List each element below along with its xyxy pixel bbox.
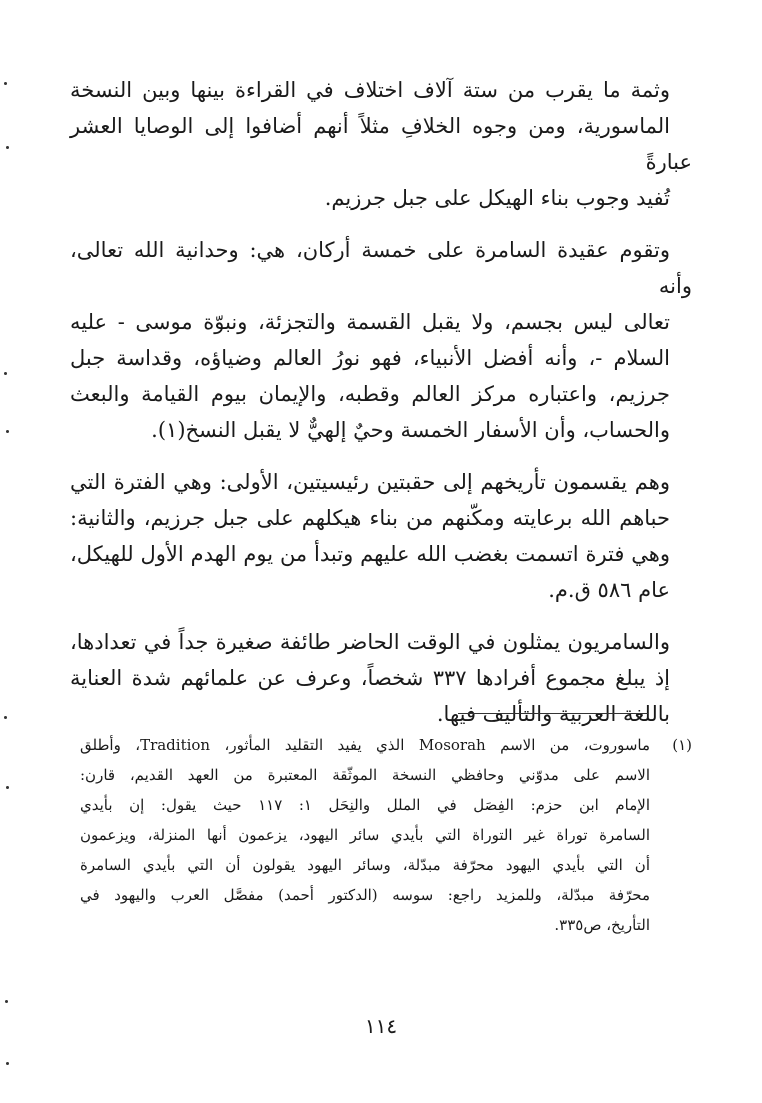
- page-number: ١١٤: [364, 1014, 398, 1038]
- text-line: تعالى ليس بجسم، ولا يقبل القسمة والتجزئة، ونبوّة موسى - عليه: [70, 310, 670, 334]
- footnote-line: [80, 730, 692, 760]
- scan-mark: [6, 430, 9, 433]
- footnote-line: الاسم على مدوّني وحافظي النسخة الموثّقة المعتبرة من العهد القديم، قارن:: [80, 766, 650, 784]
- footnote-line: السامرة توراة غير التوراة التي بأيدي سائر اليهود، يزعمون أنها المنزلة، ويزعمون: [80, 826, 650, 844]
- text-line: وهم يقسمون تأريخهم إلى حقبتين رئيسيتين، الأولى: وهي الفترة التي: [70, 470, 670, 494]
- footnote-line: أن التي بأيدي اليهود محرّفة مبدّلة، وسائر اليهود يقولون أن التي بأيدي السامرة: [80, 856, 650, 874]
- footnote-text: ماسوروت، من الاسم Mosorah الذي يفيد التقليد المأثور، Tradition، وأطلق: [80, 736, 651, 754]
- main-text: [70, 72, 692, 748]
- text-line: والسامريون يمثلون في الوقت الحاضر طائفة صغيرة جداً في تعدادها،: [70, 630, 670, 654]
- text-line: وهي فترة اتسمت بغضب الله عليهم وتبدأ من يوم الهدم الأول للهيكل،: [70, 542, 670, 566]
- footnote-line: الإمام ابن حزم: الفِصَل في الملل والنِحَل ١: ١١٧ حيث يقول: إن بأيدي: [80, 796, 651, 814]
- scan-mark: [5, 1000, 8, 1003]
- scan-mark: [4, 82, 7, 85]
- text-line: باللغة العربية والتأليف فيها.: [436, 702, 670, 726]
- scan-mark: [6, 1062, 9, 1065]
- footnote-number: (١): [672, 736, 693, 754]
- text-line: إذ يبلغ مجموع أفرادها ٣٣٧ شخصاً، وعرف عن علمائهم شدة العناية: [70, 666, 670, 690]
- text-line: جرزيم، واعتباره مركز العالم وقطبه، والإيمان بيوم القيامة والبعث: [70, 382, 670, 406]
- paragraph-3: [70, 464, 692, 608]
- footnote-separator: [458, 713, 648, 714]
- text-line: عام ٥٨٦ ق.م.: [548, 578, 670, 602]
- paragraph-2: [70, 232, 692, 448]
- footnote-line: التأريخ، ص٣٣٥.: [554, 916, 650, 934]
- footnote: [80, 730, 692, 940]
- text-line: وثمة ما يقرب من ستة آلاف اختلاف في القراءة بينها وبين النسخة: [70, 78, 670, 102]
- text-line: حباهم الله برعايته ومكّنهم من بناء هيكلهم على جبل جرزيم، والثانية:: [70, 506, 670, 530]
- scan-mark: [4, 372, 7, 375]
- paragraph-1: [70, 72, 692, 216]
- scan-mark: [6, 786, 9, 789]
- text-line: الماسورية، ومن وجوه الخلافِ مثلاً أنهم أضافوا إلى الوصايا العشر عبارةً: [70, 114, 692, 174]
- text-line: تُفيد وجوب بناء الهيكل على جبل جرزيم.: [324, 186, 670, 210]
- footnote-line: محرّفة مبدّلة، وللمزيد راجع: سوسه (الدكتور أحمد) مفصَّل العرب واليهود في: [80, 886, 650, 904]
- text-line: والحساب، وأن الأسفار الخمسة وحيٌ إلهيٌّ لا يقبل النسخ(١).: [151, 418, 670, 442]
- scan-mark: [4, 716, 7, 719]
- text-line: وتقوم عقيدة السامرة على خمسة أركان، هي: وحدانية الله تعالى، وأنه: [70, 238, 692, 298]
- scan-mark: [6, 146, 9, 149]
- paragraph-4: [70, 624, 692, 732]
- text-line: السلام -، وأنه أفضل الأنبياء، فهو نورُ العالم وضياؤه، وقداسة جبل: [70, 346, 670, 370]
